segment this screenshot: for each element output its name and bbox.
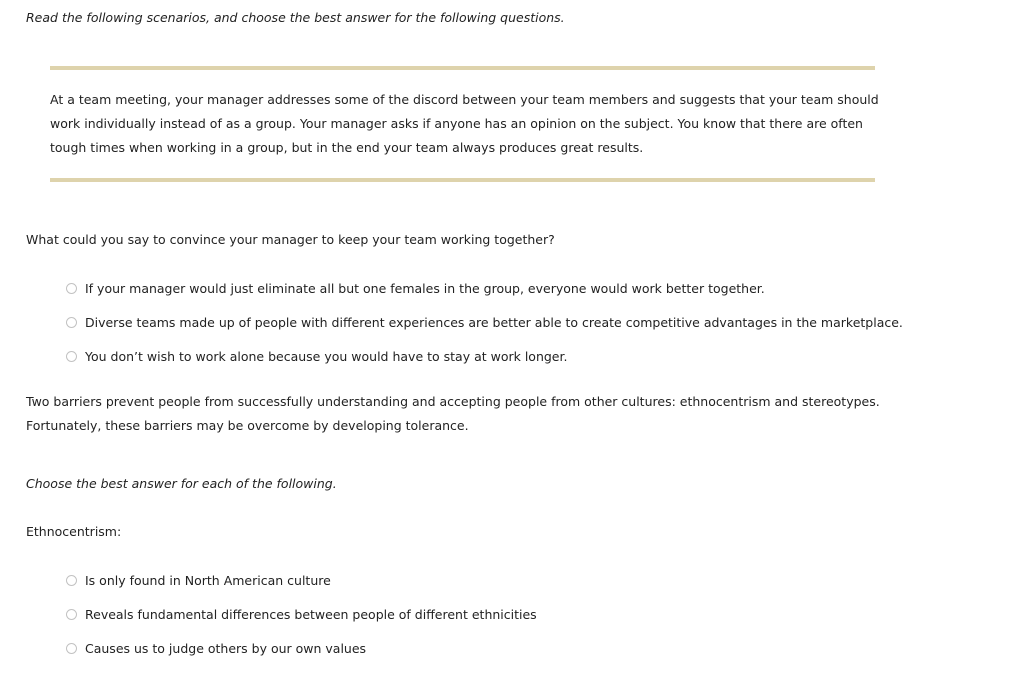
question-1-option[interactable] xyxy=(66,271,903,305)
radio-button[interactable] xyxy=(66,575,77,586)
question-2-option[interactable] xyxy=(66,563,537,597)
radio-button[interactable] xyxy=(66,351,77,362)
barriers-paragraph: Two barriers prevent people from successfully understanding and accepting people from other cultures: ethnocentrism and stereotypes. Fortunately, these barriers may be overcome by developing tolerance. xyxy=(26,394,880,433)
option-label: Is only found in North American culture xyxy=(85,572,331,588)
question-2-options xyxy=(66,563,537,665)
question-2-term: Ethnocentrism: xyxy=(26,524,122,539)
option-label: Causes us to judge others by our own values xyxy=(85,640,367,656)
option-label: You don’t wish to work alone because you would have to stay at work longer. xyxy=(85,348,568,364)
option-label: Diverse teams made up of people with different experiences are better able to create competitive advantages in the marketplace. xyxy=(85,314,903,330)
scenario-bottom-divider xyxy=(50,178,875,182)
radio-button[interactable] xyxy=(66,283,77,294)
radio-button[interactable] xyxy=(66,609,77,620)
question-1-option[interactable] xyxy=(66,305,903,339)
instructions-heading: Read the following scenarios, and choose the best answer for the following questions. xyxy=(26,10,565,25)
question-2-option[interactable] xyxy=(66,631,537,665)
scenario-top-divider xyxy=(50,66,875,70)
section-instruction: Choose the best answer for each of the following. xyxy=(26,476,337,491)
question-1-option[interactable] xyxy=(66,339,903,373)
option-label: If your manager would just eliminate all but one females in the group, everyone would work better together. xyxy=(85,280,765,296)
question-2-option[interactable] xyxy=(66,597,537,631)
scenario-text: At a team meeting, your manager addresses some of the discord between your team members and suggests that your team should work individually instead of as a group. Your manager asks if anyone has an opinion on the subject. You know that there are often tough times when working in a group, but in the end your team always produces great results. xyxy=(50,92,879,155)
question-1-prompt: What could you say to convince your manager to keep your team working together? xyxy=(26,232,555,247)
radio-button[interactable] xyxy=(66,643,77,654)
question-1-options xyxy=(66,271,903,373)
option-label: Reveals fundamental differences between people of different ethnicities xyxy=(85,606,537,622)
radio-button[interactable] xyxy=(66,317,77,328)
